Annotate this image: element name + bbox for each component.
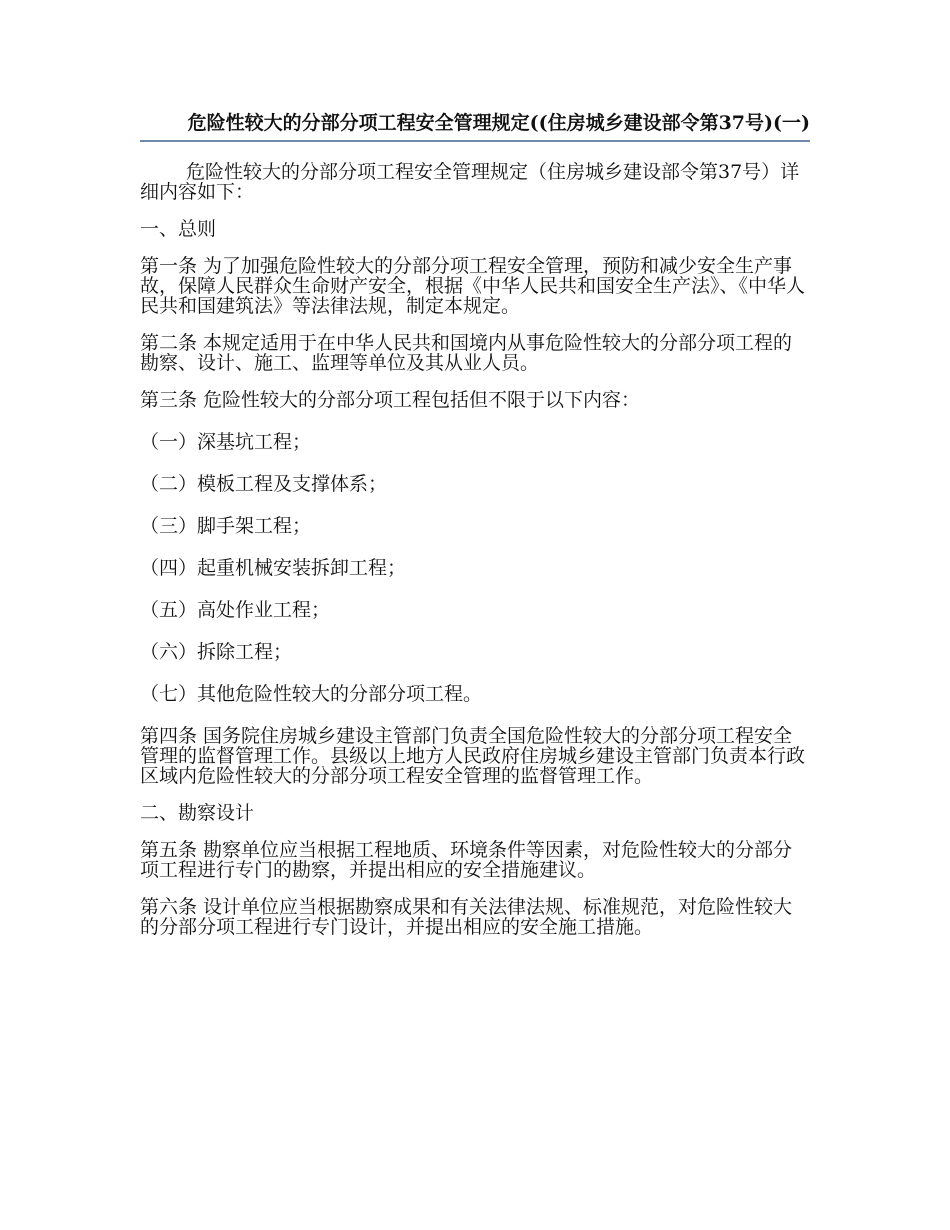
title-divider: [140, 140, 810, 142]
article-4-paragraph: 第四条 国务院住房城乡建设主管部门负责全国危险性较大的分部分项工程安全管理的监督管理工作。县级以上地方人民政府住房城乡建设主管部门负责本行政区域内危险性较大的分部分项工程安全管理的监督管理工作。: [140, 725, 806, 787]
article-5-paragraph: 第五条 勘察单位应当根据工程地质、环境条件等因素，对危险性较大的分部分项工程进行专门的勘察，并提出相应的安全措施建议。: [140, 839, 793, 881]
list-item-6: （六）拆除工程；: [140, 641, 293, 663]
document-title: 危险性较大的分部分项工程安全管理规定((住房城乡建设部令第37号)(一): [187, 112, 810, 134]
list-item-1: （一）深基坑工程；: [140, 431, 312, 453]
section-heading-survey-design: 二、勘察设计: [140, 802, 255, 824]
article-1-paragraph: 第一条 为了加强危险性较大的分部分项工程安全管理，预防和减少安全生产事故，保障人民群众生命财产安全，根据《中华人民共和国安全生产法》、《中华人民共和国建筑法》等法律法规，制定本规定。: [140, 255, 806, 317]
intro-paragraph: 危险性较大的分部分项工程安全管理规定（住房城乡建设部令第37号）详细内容如下：: [140, 161, 800, 203]
article-3-paragraph: 第三条 危险性较大的分部分项工程包括但不限于以下内容：: [140, 389, 641, 411]
document-page: [140, 112, 810, 954]
article-2-paragraph: 第二条 本规定适用于在中华人民共和国境内从事危险性较大的分部分项工程的勘察、设计、施工、监理等单位及其从业人员。: [140, 332, 793, 374]
list-item-3: （三）脚手架工程；: [140, 515, 312, 537]
list-item-7: （七）其他危险性较大的分部分项工程。: [140, 683, 483, 705]
section-heading-general: 一、总则: [140, 218, 217, 240]
list-item-5: （五）高处作业工程；: [140, 599, 331, 621]
article-6-paragraph: 第六条 设计单位应当根据勘察成果和有关法律法规、标准规范，对危险性较大的分部分项工程进行专门设计，并提出相应的安全施工措施。: [140, 896, 793, 938]
list-item-2: （二）模板工程及支撑体系；: [140, 473, 388, 495]
list-item-4: （四）起重机械安装拆卸工程；: [140, 557, 407, 579]
